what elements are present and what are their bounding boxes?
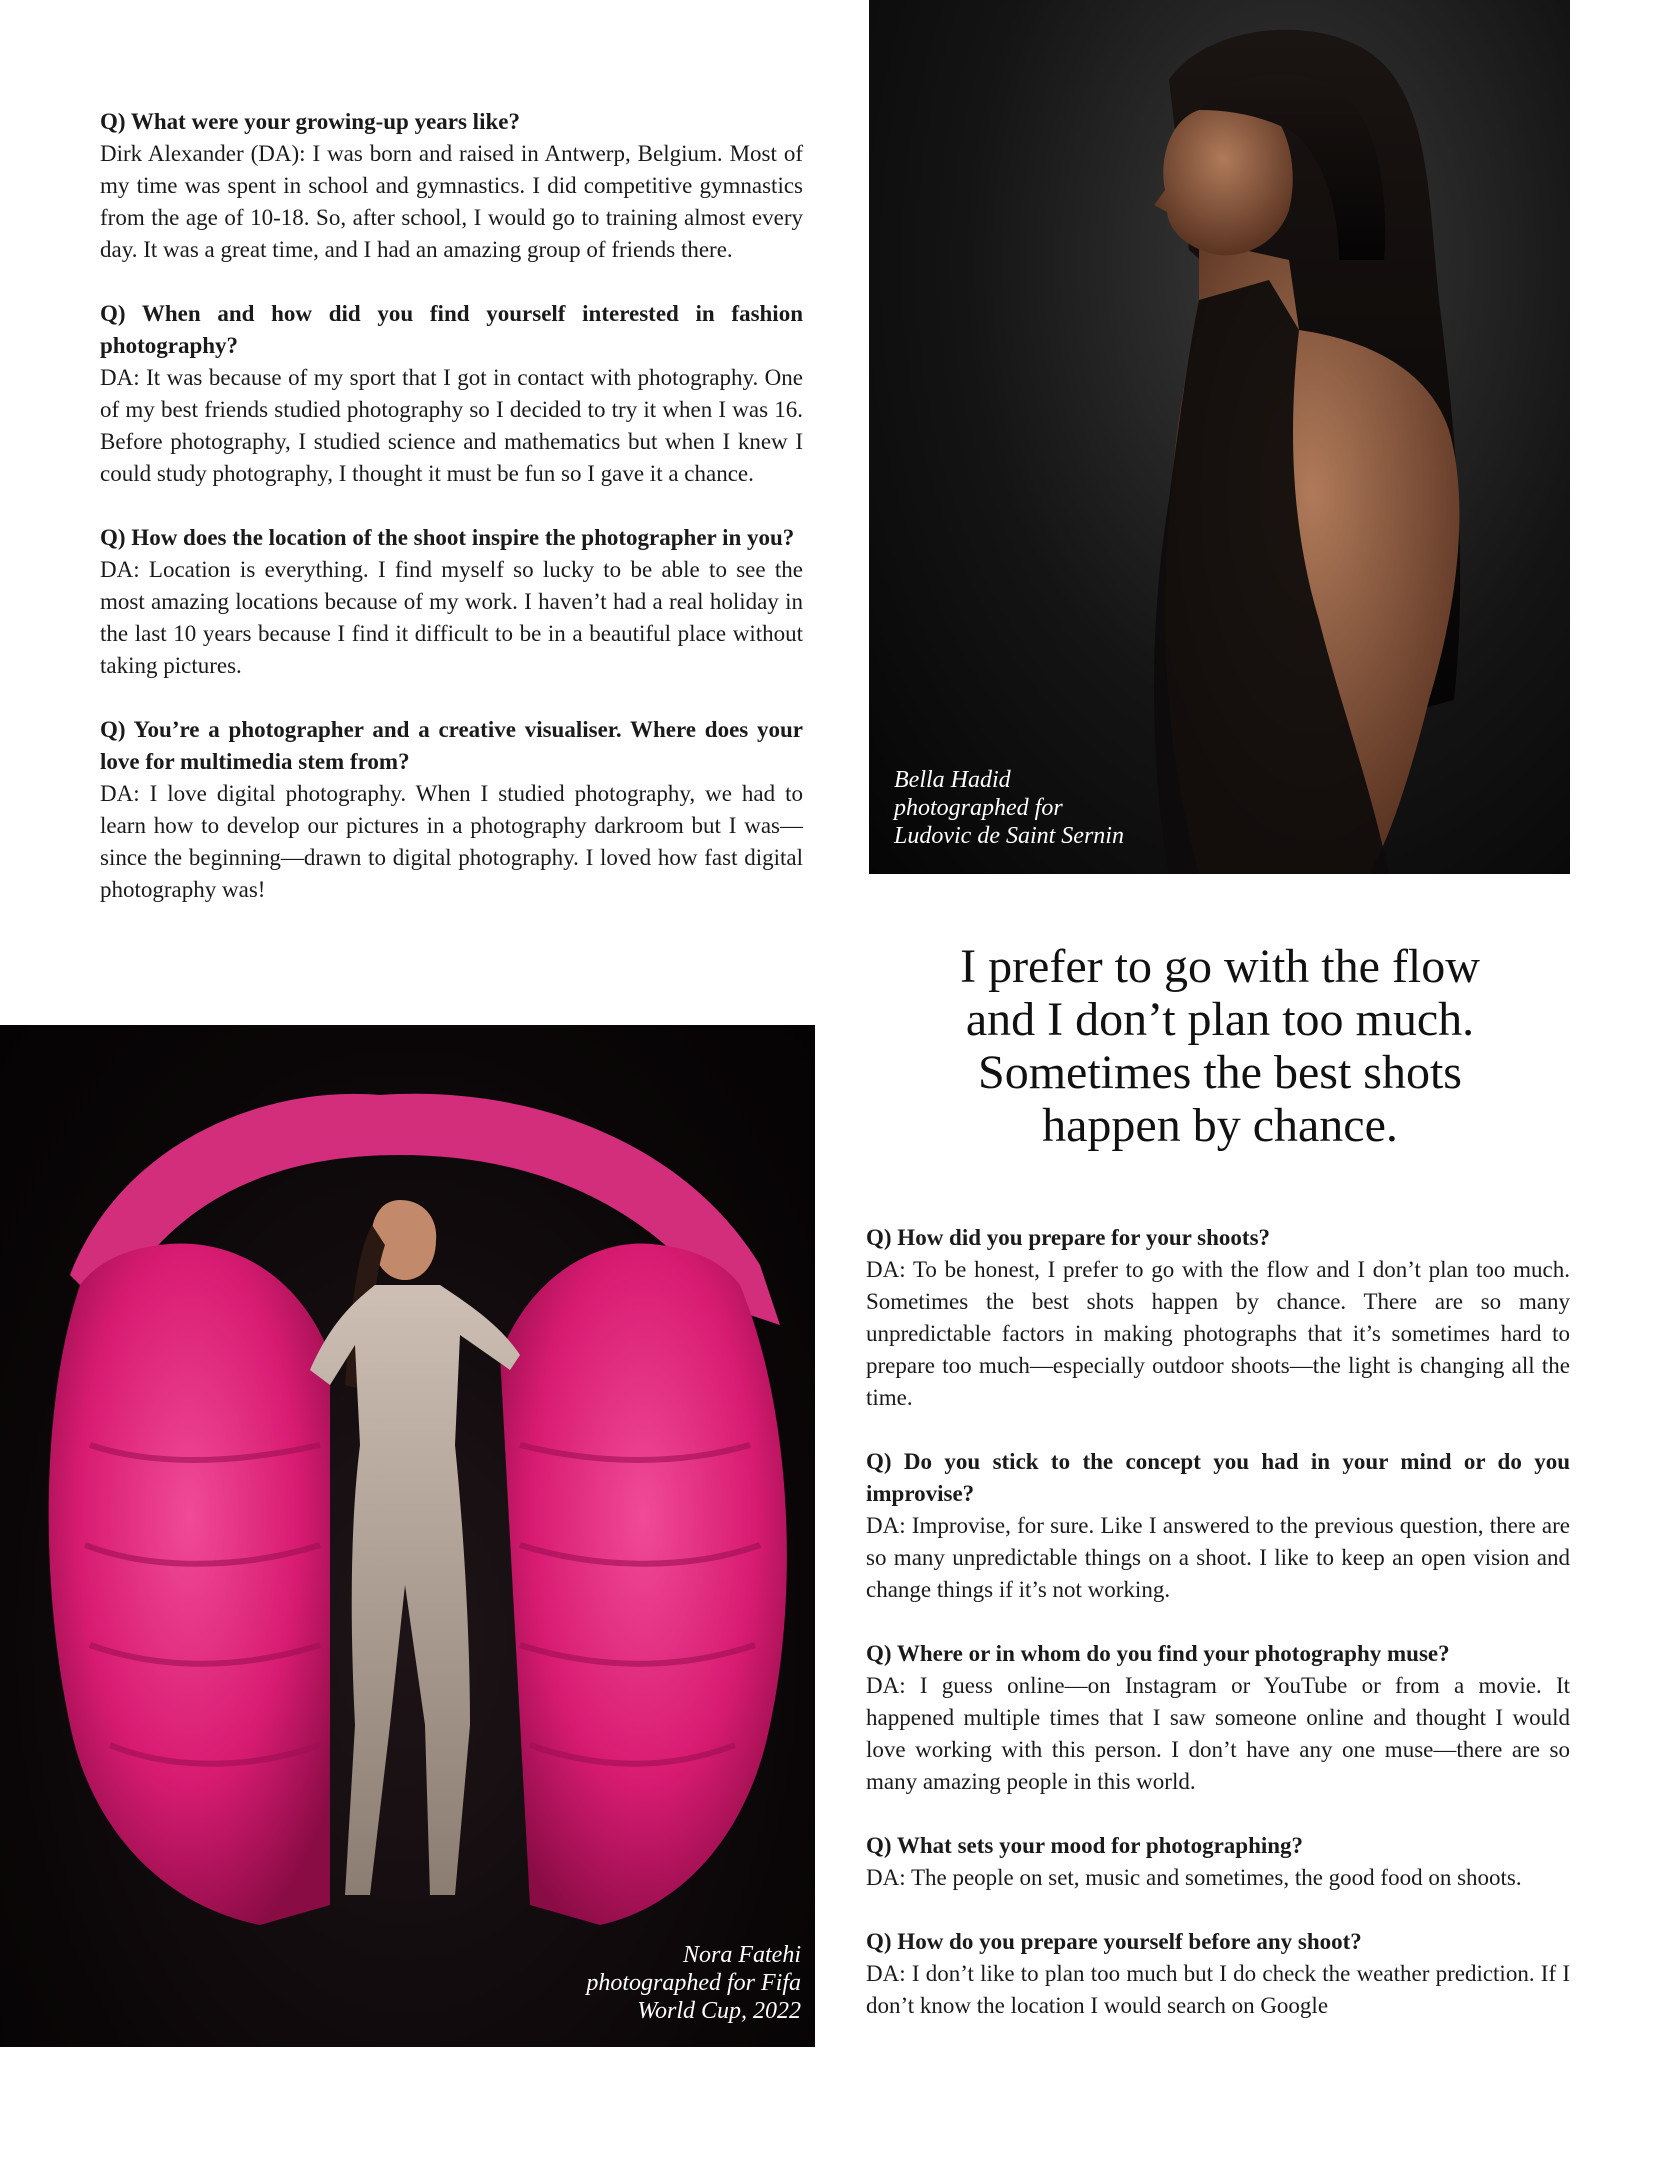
answer: DA: Improvise, for sure. Like I answered to the previous question, there are so many unpredictable things on a shoot. I like to keep an open vision and change things if it’s not working.	[866, 1513, 1570, 1602]
question: Q) What sets your mood for photographing?	[866, 1833, 1304, 1858]
nora-fatehi-photo	[0, 1025, 815, 2047]
answer: DA: The people on set, music and sometimes, the good food on shoots.	[866, 1865, 1522, 1890]
qa-block	[100, 714, 803, 906]
qa-block	[866, 1638, 1570, 1798]
question: Q) Where or in whom do you find your photography muse?	[866, 1641, 1450, 1666]
nora-photo-caption	[501, 1941, 801, 2025]
question: Q) How did you prepare for your shoots?	[866, 1225, 1271, 1250]
question: Q) What were your growing-up years like?	[100, 109, 520, 134]
qa-block	[100, 106, 803, 266]
answer: DA: It was because of my sport that I got in contact with photography. One of my best friends studied photography so I decided to try it when I was 16. Before photography, I studied science and mathematics but when I knew I could study photography, I thought it must be fun so I gave it a chance.	[100, 365, 803, 486]
answer: DA: I guess online—on Instagram or YouTube or from a movie. It happened multiple times that I saw someone online and thought I would love working with this person. I don’t have any one muse—there are so many amazing people in this world.	[866, 1673, 1570, 1794]
caption-line: photographed for	[894, 795, 1063, 821]
bella-hadid-illustration	[869, 0, 1570, 874]
qa-block	[866, 1830, 1570, 1894]
caption-line: World Cup, 2022	[637, 1998, 801, 2024]
caption-line: Bella Hadid	[894, 767, 1011, 793]
caption-line: photographed for Fifa	[586, 1970, 801, 1996]
question: Q) You’re a photographer and a creative visualiser. Where does your love for multimedia stem from?	[100, 717, 803, 774]
answer: DA: I don’t like to plan too much but I do check the weather prediction. If I don’t know the location I would search on Google	[866, 1961, 1570, 2018]
bella-hadid-photo	[869, 0, 1570, 874]
answer: DA: I love digital photography. When I studied photography, we had to learn how to develop our pictures in a photography darkroom but I was—since the beginning—drawn to digital photography. I loved how fast digital photography was!	[100, 781, 803, 902]
qa-block	[866, 1446, 1570, 1606]
answer: DA: Location is everything. I find myself so lucky to be able to see the most amazing locations because of my work. I haven’t had a real holiday in the last 10 years because I find it difficult to be in a beautiful place without taking pictures.	[100, 557, 803, 678]
question: Q) Do you stick to the concept you had in your mind or do you improvise?	[866, 1449, 1570, 1506]
left-column	[100, 106, 803, 938]
pull-quote-line: Sometimes the best shots	[978, 1046, 1462, 1099]
qa-block	[100, 522, 803, 682]
question: Q) How do you prepare yourself before any shoot?	[866, 1929, 1362, 1954]
question: Q) When and how did you find yourself interested in fashion photography?	[100, 301, 803, 358]
pull-quote-line: and I don’t plan too much.	[965, 993, 1475, 1046]
answer: DA: To be honest, I prefer to go with the flow and I don’t plan too much. Sometimes the best shots happen by chance. There are so many unpredictable factors in making photographs that it’s sometimes hard to prepare too much—especially outdoor shoots—the light is changing all the time.	[866, 1257, 1570, 1410]
pull-quote	[880, 940, 1560, 1152]
caption-line: Ludovic de Saint Sernin	[894, 823, 1124, 849]
qa-block	[100, 298, 803, 490]
pull-quote-line: I prefer to go with the flow	[960, 940, 1480, 993]
caption-line: Nora Fatehi	[683, 1942, 801, 1968]
answer: Dirk Alexander (DA): I was born and raised in Antwerp, Belgium. Most of my time was spent in school and gymnastics. I did competitive gymnastics from the age of 10-18. So, after school, I would go to training almost every day. It was a great time, and I had an amazing group of friends there.	[100, 141, 803, 262]
question: Q) How does the location of the shoot inspire the photographer in you?	[100, 525, 795, 550]
bella-photo-caption	[894, 766, 1124, 850]
right-column	[866, 1222, 1570, 2054]
qa-block	[866, 1222, 1570, 1414]
pull-quote-line: happen by chance.	[1042, 1099, 1398, 1152]
nora-fatehi-illustration	[0, 1025, 815, 2047]
qa-block	[866, 1926, 1570, 2022]
